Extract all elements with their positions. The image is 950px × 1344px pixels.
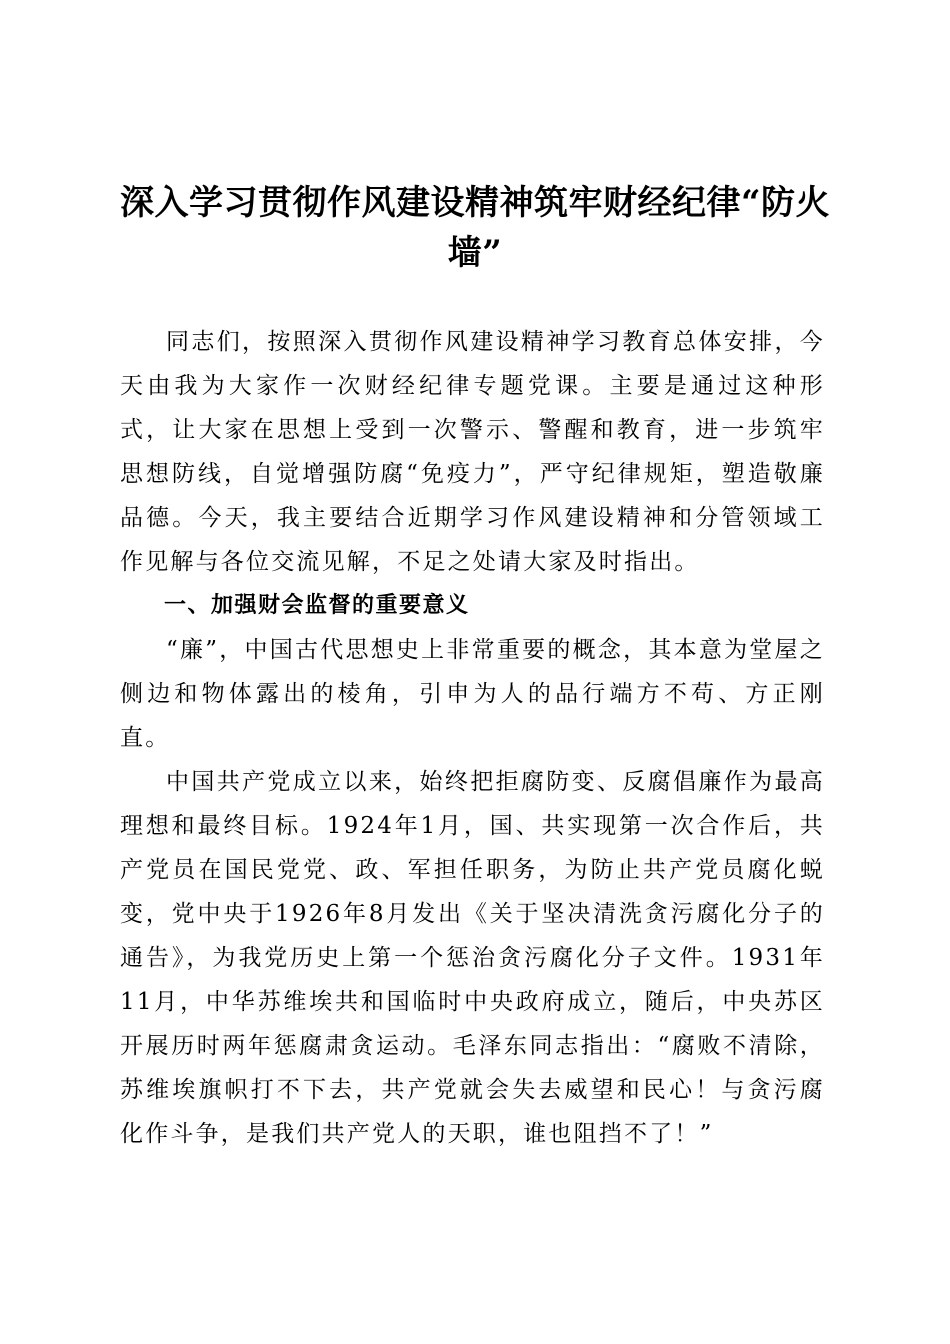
section-heading: 一、加强财会监督的重要意义 [164, 593, 470, 618]
document-body [120, 320, 825, 1156]
body-paragraph: 中国共产党成立以来，始终把拒腐防变、反腐倡廉作为最高理想和最终目标。1924年1月，国、共实现第一次合作后，共产党员在国民党党、政、军担任职务，为防止共产党员腐化蜕变，党中央于1926年8月发出《关于坚决清洗贪污腐化分子的通告》，为我党历史上第一个惩治贪污腐化分子文件。1931年11月，中华苏维埃共和国临时中央政府成立，随后，中央苏区开展历时两年惩腐肃贪运动。毛泽东同志指出：“腐败不清除，苏维埃旗帜打不下去，共产党就会失去威望和民心！与贪污腐化作斗争，是我们共产党人的天职，谁也阻挡不了！” [120, 769, 825, 1147]
intro-paragraph: 同志们，按照深入贯彻作风建设精神学习教育总体安排，今天由我为大家作一次财经纪律专题党课。主要是通过这种形式，让大家在思想上受到一次警示、警醒和教育，进一步筑牢思想防线，自觉增强防腐“免疫力”，严守纪律规矩，塑造敬廉品德。今天，我主要结合近期学习作风建设精神和分管领域工作见解与各位交流见解，不足之处请大家及时指出。 [120, 329, 825, 575]
document-title: 深入学习贯彻作风建设精神筑牢财经纪律“防火墙” [119, 183, 831, 273]
body-paragraph: “廉”，中国古代思想史上非常重要的概念，其本意为堂屋之侧边和物体露出的棱角，引申为人的品行端方不苟、方正刚直。 [120, 637, 825, 751]
